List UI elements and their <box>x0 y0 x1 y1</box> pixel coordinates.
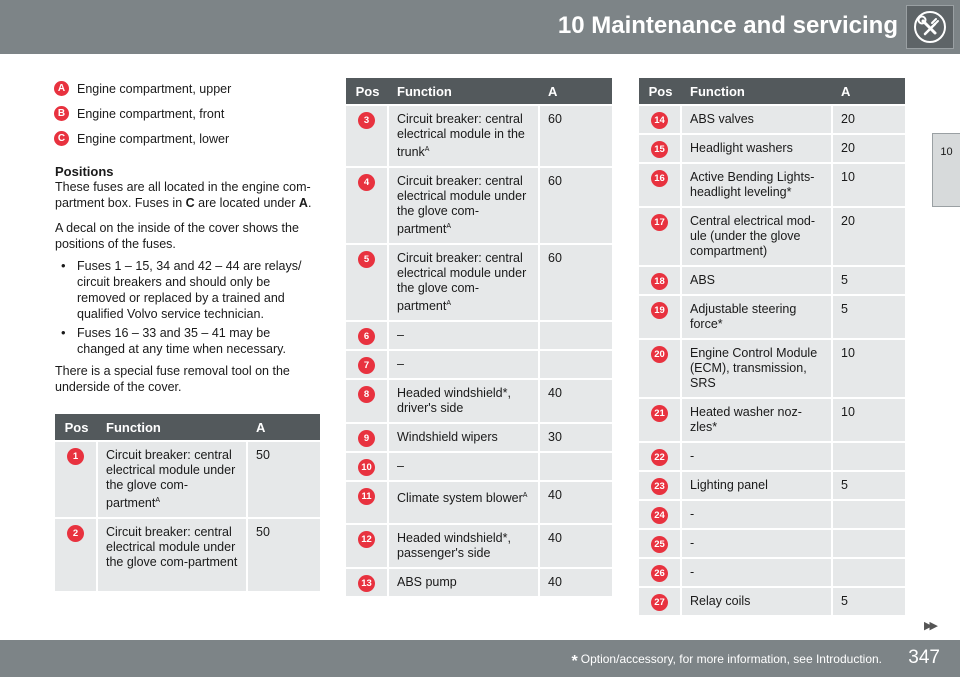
position-number-icon: 1 <box>67 448 84 465</box>
pos-cell <box>346 453 389 480</box>
pos-header: Pos <box>639 78 682 104</box>
function-cell: Central electrical mod-ule (under the glove compartment) <box>682 208 833 265</box>
page-footer <box>0 640 960 677</box>
fuse-table-2 <box>346 76 612 598</box>
left-column <box>55 76 320 395</box>
pos-cell <box>55 442 98 517</box>
function-cell: Adjustable steering force* <box>682 296 833 338</box>
position-number-icon: 24 <box>651 507 668 524</box>
table-row <box>639 267 905 294</box>
legend-item-a <box>55 76 320 101</box>
position-number-icon: 11 <box>358 488 375 505</box>
pos-header: Pos <box>55 414 98 440</box>
amp-cell: 50 <box>248 442 320 517</box>
amp-cell: 5 <box>833 588 905 615</box>
amp-cell: 5 <box>833 472 905 499</box>
position-number-icon: 23 <box>651 478 668 495</box>
amp-cell: 20 <box>833 106 905 133</box>
pos-cell <box>639 443 682 470</box>
amp-cell: 10 <box>833 399 905 441</box>
amp-cell: 10 <box>833 164 905 206</box>
superscript-a: A <box>522 492 528 500</box>
page-number: 347 <box>908 647 940 668</box>
pos-cell <box>639 296 682 338</box>
position-number-icon: 5 <box>358 251 375 268</box>
pos-cell <box>55 519 98 591</box>
amp-cell <box>540 453 612 480</box>
amp-cell <box>833 501 905 528</box>
position-number-icon: 12 <box>358 531 375 548</box>
table-header-row <box>639 78 905 104</box>
pos-cell <box>639 559 682 586</box>
pos-cell <box>639 399 682 441</box>
fuse-table-3 <box>639 76 905 617</box>
badge-c-icon: C <box>54 131 69 146</box>
amp-cell: 40 <box>540 569 612 596</box>
function-cell: ABS valves <box>682 106 833 133</box>
amp-cell: 40 <box>540 482 612 523</box>
pos-cell <box>346 380 389 422</box>
amp-cell <box>833 530 905 557</box>
table-row <box>55 519 320 591</box>
position-number-icon: 18 <box>651 273 668 290</box>
position-number-icon: 2 <box>67 525 84 542</box>
legend-item-c <box>55 126 320 151</box>
amp-cell: 5 <box>833 267 905 294</box>
table-row <box>346 569 612 596</box>
function-cell: Headed windshield*, passenger's side <box>389 525 540 567</box>
function-cell: Headlight washers <box>682 135 833 162</box>
position-number-icon: 4 <box>358 174 375 191</box>
amp-cell: 40 <box>540 380 612 422</box>
function-cell: ABS pump <box>389 569 540 596</box>
function-cell: Circuit breaker: central electrical module in the trunk$^A$ <box>389 106 540 166</box>
table-row <box>639 443 905 470</box>
table-row <box>639 588 905 615</box>
function-cell: Circuit breaker: central electrical module under the glove com-partment$^A$ <box>98 442 248 517</box>
decal-paragraph: A decal on the inside of the cover shows the positions of the fuses. <box>55 221 299 251</box>
pos-cell <box>346 525 389 567</box>
position-number-icon: 27 <box>651 594 668 611</box>
amp-cell <box>833 559 905 586</box>
pos-cell <box>639 588 682 615</box>
amp-header: A <box>833 78 905 104</box>
fuse-bullets <box>55 258 320 357</box>
position-number-icon: 22 <box>651 449 668 466</box>
table-row <box>639 530 905 557</box>
pos-cell <box>346 245 389 320</box>
table-row <box>639 472 905 499</box>
badge-a-icon: A <box>54 81 69 96</box>
superscript-a: A <box>446 300 452 308</box>
position-number-icon: 9 <box>358 430 375 447</box>
position-number-icon: 7 <box>358 357 375 374</box>
superscript-a: A <box>424 146 430 153</box>
table-row <box>639 135 905 162</box>
position-number-icon: 13 <box>358 575 375 592</box>
function-cell: – <box>389 453 540 480</box>
table-row <box>346 106 612 166</box>
amp-cell <box>540 322 612 349</box>
amp-cell <box>540 351 612 378</box>
table-row <box>346 168 612 243</box>
function-cell: Circuit breaker: central electrical module under the glove com-partment <box>98 519 248 591</box>
amp-cell: 60 <box>540 106 612 166</box>
pos-cell <box>639 472 682 499</box>
position-number-icon: 10 <box>358 459 375 476</box>
wrench-service-icon <box>906 5 954 49</box>
function-cell: – <box>389 322 540 349</box>
bullet-item: • Fuses 1 – 15, 34 and 42 – 44 are relays/ circuit breakers and should only be removed or replaced by a trained and qualified Volvo service technician. <box>55 258 320 322</box>
function-cell: Circuit breaker: central electrical module under the glove com-partment$^A$ <box>389 168 540 243</box>
pos-cell <box>639 501 682 528</box>
pos-cell <box>346 569 389 596</box>
amp-header: A <box>540 78 612 104</box>
position-number-icon: 20 <box>651 346 668 363</box>
table-row <box>639 106 905 133</box>
superscript-a: A <box>446 223 452 231</box>
positions-intro: These fuses are all located in the engine com-partment box. Fuses in C are located under A. <box>55 180 312 210</box>
table-row <box>346 245 612 320</box>
position-number-icon: 26 <box>651 565 668 582</box>
function-cell: ABS <box>682 267 833 294</box>
position-number-icon: 3 <box>358 112 375 129</box>
fuse-table-1 <box>55 412 320 593</box>
pos-header: Pos <box>346 78 389 104</box>
function-cell: Lighting panel <box>682 472 833 499</box>
function-cell: Engine Control Module (ECM), transmission, SRS <box>682 340 833 397</box>
function-cell: - <box>682 501 833 528</box>
pos-cell <box>346 106 389 166</box>
function-cell: Active Bending Lights-headlight leveling* <box>682 164 833 206</box>
amp-cell: 60 <box>540 168 612 243</box>
position-number-icon: 16 <box>651 170 668 187</box>
table-header-row <box>346 78 612 104</box>
legend-item-b <box>55 101 320 126</box>
bullet-item: • Fuses 16 – 33 and 35 – 41 may be changed at any time when necessary. <box>55 325 320 357</box>
amp-cell: 20 <box>833 135 905 162</box>
table-row <box>346 525 612 567</box>
pos-cell <box>346 168 389 243</box>
table-row <box>639 164 905 206</box>
amp-cell: 30 <box>540 424 612 451</box>
position-number-icon: 21 <box>651 405 668 422</box>
position-number-icon: 14 <box>651 112 668 129</box>
pos-cell <box>639 530 682 557</box>
pos-cell <box>639 106 682 133</box>
function-cell: Headed windshield*, driver's side <box>389 380 540 422</box>
amp-cell: 40 <box>540 525 612 567</box>
amp-cell <box>833 443 905 470</box>
positions-heading: Positions <box>55 164 114 179</box>
function-cell: - <box>682 530 833 557</box>
pos-cell <box>639 340 682 397</box>
table-row <box>346 380 612 422</box>
chapter-title: 10 Maintenance and servicing <box>557 12 898 39</box>
table-row <box>639 296 905 338</box>
table-row <box>55 442 320 517</box>
footnote: * Option/accessory, for more information, see Introduction. <box>571 652 882 670</box>
next-page-arrows-icon: ▶▶ <box>924 620 935 632</box>
pos-cell <box>639 164 682 206</box>
table-row <box>346 453 612 480</box>
position-number-icon: 8 <box>358 386 375 403</box>
pos-cell <box>639 208 682 265</box>
table-row <box>639 559 905 586</box>
tool-paragraph: There is a special fuse removal tool on the underside of the cover. <box>55 364 290 394</box>
table-row <box>639 340 905 397</box>
position-number-icon: 17 <box>651 214 668 231</box>
function-cell: Heated washer noz-zles* <box>682 399 833 441</box>
function-cell: - <box>682 559 833 586</box>
table-row <box>346 424 612 451</box>
table-header-row <box>55 414 320 440</box>
function-cell: – <box>389 351 540 378</box>
pos-cell <box>346 351 389 378</box>
amp-cell: 20 <box>833 208 905 265</box>
chapter-side-tab: 10 <box>932 133 960 207</box>
position-number-icon: 25 <box>651 536 668 553</box>
amp-cell: 5 <box>833 296 905 338</box>
amp-cell: 50 <box>248 519 320 591</box>
pos-cell <box>346 482 389 523</box>
function-header: Function <box>682 78 833 104</box>
amp-cell: 60 <box>540 245 612 320</box>
function-cell: Windshield wipers <box>389 424 540 451</box>
table-row <box>639 208 905 265</box>
table-row <box>639 501 905 528</box>
amp-header: A <box>248 414 320 440</box>
table-row <box>346 482 612 523</box>
pos-cell <box>346 322 389 349</box>
badge-b-icon: B <box>54 106 69 121</box>
table-row <box>346 351 612 378</box>
superscript-a: A <box>155 497 161 504</box>
function-cell: Circuit breaker: central electrical module under the glove com-partment$^A$ <box>389 245 540 320</box>
page-header <box>0 0 960 54</box>
table-row <box>346 322 612 349</box>
table-row <box>639 399 905 441</box>
legend-text: Engine compartment, front <box>77 106 225 121</box>
position-number-icon: 19 <box>651 302 668 319</box>
legend-text: Engine compartment, lower <box>77 131 230 146</box>
function-cell: Relay coils <box>682 588 833 615</box>
pos-cell <box>639 267 682 294</box>
pos-cell <box>639 135 682 162</box>
function-cell: - <box>682 443 833 470</box>
position-number-icon: 6 <box>358 328 375 345</box>
function-cell: Climate system blower$^A$ <box>389 482 540 523</box>
function-header: Function <box>389 78 540 104</box>
amp-cell: 10 <box>833 340 905 397</box>
pos-cell <box>346 424 389 451</box>
function-header: Function <box>98 414 248 440</box>
position-number-icon: 15 <box>651 141 668 158</box>
legend-text: Engine compartment, upper <box>77 81 232 96</box>
